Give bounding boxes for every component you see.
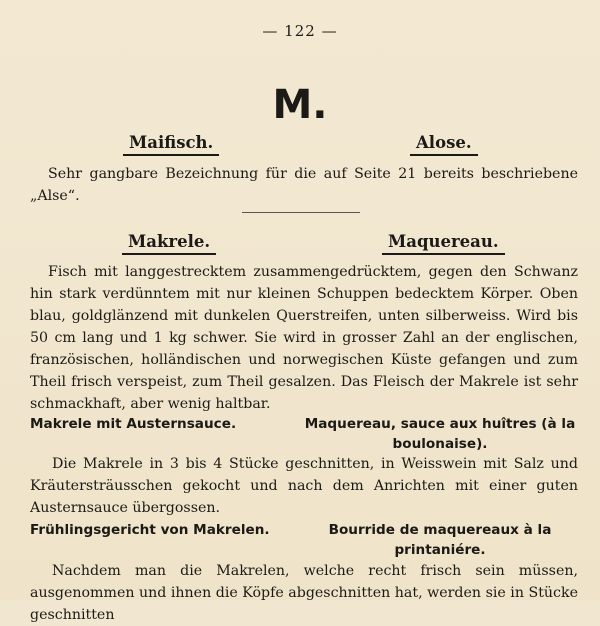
- recipe-title-french-line: boulonaise).: [392, 436, 488, 452]
- entry-heading-french: Alose.: [416, 133, 472, 155]
- entry-heading-french: Maquereau.: [388, 232, 499, 254]
- entry-description: Fisch mit langgestrecktem zusammengedrücktem, gegen den Schwanz hin stark verdünntem mit nur kleinen Schuppen bedecktem Körper. Oben blau, goldglänzend mit dunkelen Querstreifen, unten silberweiss. Wird bis 50 cm lang und 1 kg schwer. Sie wird in grosser Zahl an der englischen, französischen, holländischen und norwegischen Küste gefangen und zum Theil frisch verspeist, zum Theil gesalzen. Das Fleisch der Makrele ist sehr schmackhaft, aber wenig haltbar.: [30, 264, 578, 412]
- entry-heading-german: Maifisch.: [129, 133, 213, 155]
- recipe-title-french-line: printaniére.: [394, 542, 486, 558]
- recipe-title-german: Makrele mit Austernsauce.: [30, 416, 237, 432]
- recipe-title-german: Frühlingsgericht von Makrelen.: [30, 522, 270, 538]
- recipe-title-french: [302, 414, 578, 454]
- entry-description: Sehr gangbare Bezeichnung für die auf Seite 21 bereits beschriebene „Alse“.: [30, 166, 578, 204]
- section-letter: M.: [272, 82, 328, 128]
- recipe-title-french-line: Bourride de maquereaux à la: [328, 522, 552, 538]
- recipe-title-french: [302, 520, 578, 560]
- entry-heading-german: Makrele.: [128, 232, 210, 254]
- section-divider: [242, 212, 360, 213]
- page-number: — 122 —: [262, 22, 338, 40]
- recipe-description: Nachdem man die Makrelen, welche recht frisch sein müssen, ausgenommen und ihnen die Köpfe abgeschnitten hat, werden sie in Stücke geschnitten: [30, 563, 578, 623]
- recipe-title-french-line: Maquereau, sauce aux huîtres (à la: [304, 416, 576, 432]
- recipe-description: Die Makrele in 3 bis 4 Stücke geschnitten, in Weisswein mit Salz und Kräutersträusschen gekocht und nach dem Anrichten mit einer guten Austernsauce übergossen.: [30, 456, 578, 516]
